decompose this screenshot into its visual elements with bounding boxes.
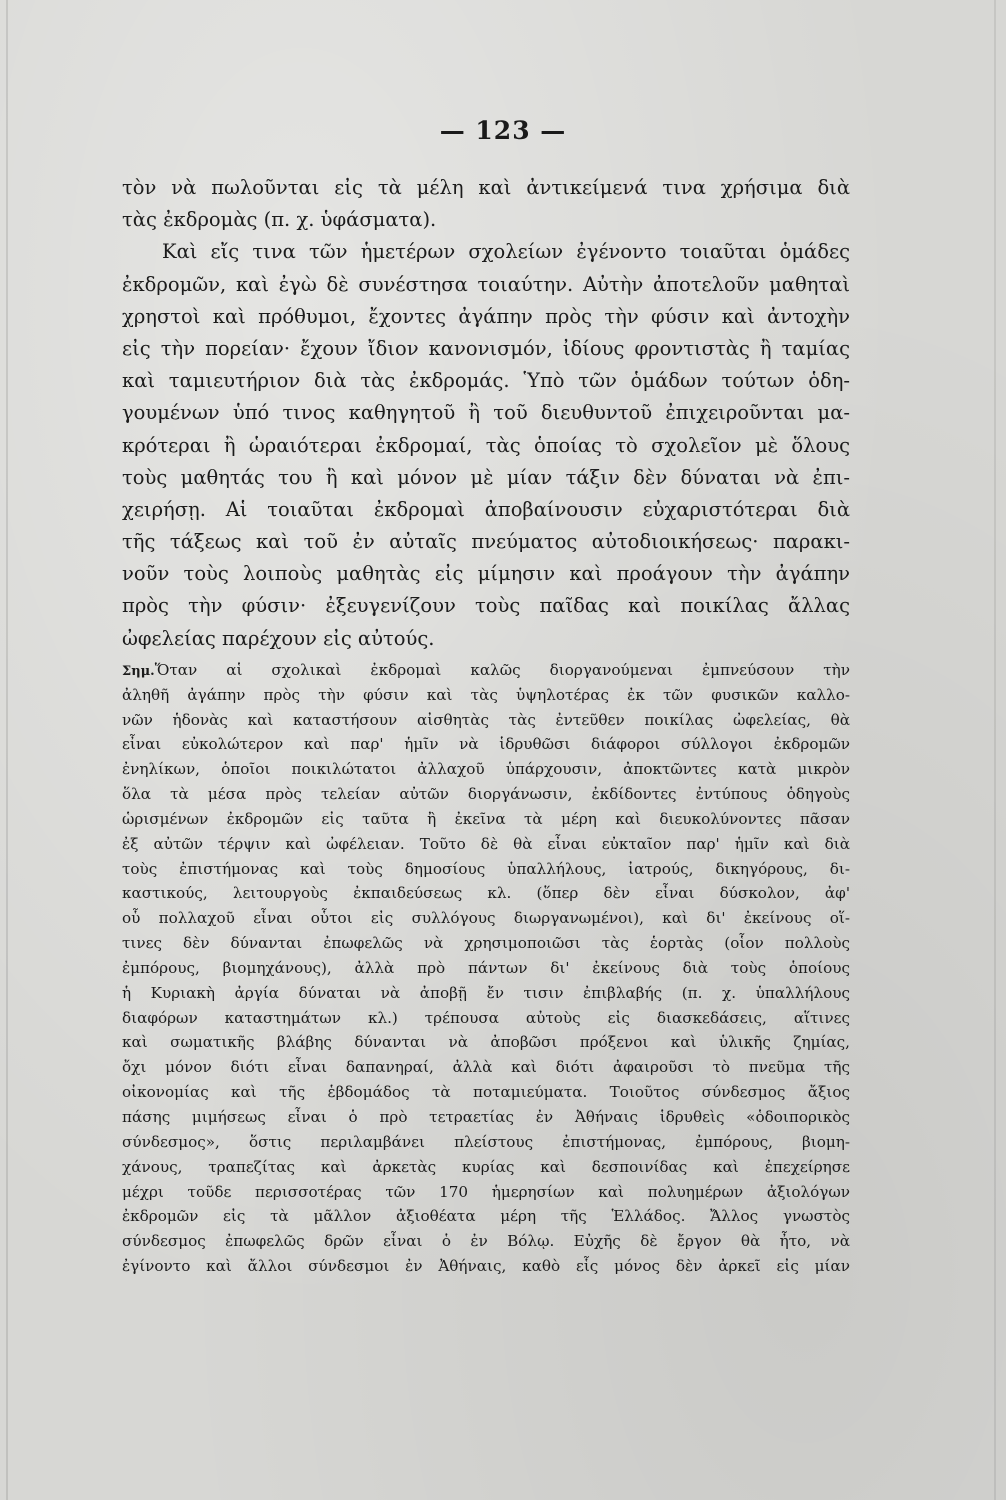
page-edge-shadow — [6, 0, 8, 1500]
footnote-line: ἐνηλίκων, ὁποῖοι ποικιλώτατοι ἀλλαχοῦ ὑπάρχουσιν, ἀποκτῶντες κατὰ μικρὸν — [122, 760, 850, 779]
footnote-line: τινες δὲν δύνανται ἐπωφελῶς νὰ χρησιμοποιῶσι τὰς ἑορτὰς (οἷον πολλοὺς — [122, 934, 850, 953]
text-line: χρηστοὶ καὶ πρόθυμοι, ἔχοντες ἀγάπην πρὸς τὴν φύσιν καὶ ἀντοχὴν — [122, 304, 850, 328]
text-line: τὰς ἐκδρομὰς (π. χ. ὑφάσματα). — [122, 208, 437, 232]
footnote-line: ὄχι μόνον διότι εἶναι δαπανηραί, ἀλλὰ καὶ διότι ἀφαιροῦσι τὸ πνεῦμα τῆς — [122, 1058, 850, 1077]
footnote-line: ἐγίνοντο καὶ ἄλλοι σύνδεσμοι ἐν Ἀθήναις, καθὸ εἷς μόνος δὲν ἀρκεῖ εἰς μίαν — [122, 1257, 850, 1276]
main-paragraphs — [122, 172, 850, 655]
text-line: καὶ ταμιευτήριον διὰ τὰς ἐκδρομάς. Ὑπὸ τῶν ὁμάδων τούτων ὁδη- — [122, 369, 850, 393]
text-line: χειρήσῃ. Αἱ τοιαῦται ἐκδρομαὶ ἀποβαίνουσιν εὐχαριστότεραι διὰ — [122, 497, 850, 521]
text-line: τοὺς μαθητάς του ἢ καὶ μόνον μὲ μίαν τάξιν δὲν δύναται νὰ ἐπι- — [122, 465, 850, 489]
footnote-line: σύνδεσμος ἐπωφελῶς δρῶν εἶναι ὁ ἐν Βόλῳ. Εὐχῆς δὲ ἔργον θὰ ἦτο, νὰ — [122, 1232, 850, 1251]
text-line: τῆς τάξεως καὶ τοῦ ἐν αὐταῖς πνεύματος αὐτοδιοικήσεως· παρακι- — [122, 530, 850, 554]
text-line: πρὸς τὴν φύσιν· ἐξευγενίζουν τοὺς παῖδας καὶ ποικίλας ἄλλας — [122, 594, 850, 618]
page-number: — 123 — — [439, 116, 567, 145]
footnote-line: ἐμπόρους, βιομηχάνους), ἀλλὰ πρὸ πάντων δι' ἐκείνους διὰ τοὺς ὁποίους — [122, 958, 850, 977]
footnote-line: ὅλα τὰ μέσα πρὸς τελείαν αὐτῶν διοργάνωσιν, ἐκδίδοντες ἐντύπους ὁδηγοὺς — [122, 785, 850, 804]
text-line: Καὶ εἴς τινα τῶν ἡμετέρων σχολείων ἐγένοντο τοιαῦται ὁμάδες — [162, 240, 850, 264]
page-body — [122, 172, 850, 1279]
footnote-line: τοὺς ἐπιστήμονας καὶ τοὺς δημοσίους ὑπαλλήλους, ἰατρούς, δικηγόρους, δι- — [122, 859, 850, 878]
page-edge-shadow — [994, 0, 996, 1500]
footnote-label: Σημ. — [122, 663, 155, 679]
footnote-line: καστικούς, λειτουργοὺς ἐκπαιδεύσεως κλ. (ὅπερ δὲν εἶναι δύσκολον, ἀφ' — [122, 884, 850, 903]
text-line: κρότεραι ἢ ὡραιότεραι ἐκδρομαί, τὰς ὁποίας τὸ σχολεῖον μὲ ὅλους — [122, 433, 850, 457]
text-line: εἰς τὴν πορείαν· ἔχουν ἴδιον κανονισμόν, ἰδίους φροντιστὰς ἢ ταμίας — [122, 336, 850, 360]
footnote-first-text: Ὅταν αἱ σχολικαὶ ἐκδρομαὶ καλῶς διοργανούμεναι ἐμπνεύσουν τὴν — [154, 660, 850, 679]
footnote-line: ὡρισμένων ἐκδρομῶν εἰς ταῦτα ἢ ἐκεῖνα τὰ μέρη καὶ διευκολύνοντες πᾶσαν — [122, 809, 850, 828]
footnote-line: νῶν ἡδονὰς καὶ καταστήσουν αἰσθητὰς τὰς ἐντεῦθεν ποικίλας ὠφελείας, θὰ — [122, 710, 850, 729]
footnote-line: πάσης μιμήσεως εἶναι ὁ πρὸ τετραετίας ἐν Ἀθήναις ἱδρυθεὶς «ὁδοιπορικὸς — [122, 1108, 850, 1126]
footnote-line: σύνδεσμος», ὅστις περιλαμβάνει πλείστους ἐπιστήμονας, ἐμπόρους, βιομη- — [122, 1132, 850, 1151]
text-line: τὸν νὰ πωλοῦνται εἰς τὰ μέλη καὶ ἀντικείμενά τινα χρήσιμα διὰ — [122, 176, 850, 199]
footnote-line: ἀληθῆ ἀγάπην πρὸς τὴν φύσιν καὶ τὰς ὑψηλοτέρας ἐκ τῶν φυσικῶν καλλο- — [122, 685, 850, 704]
footnote-line: ἐκδρομῶν εἰς τὰ μᾶλλον ἀξιοθέατα μέρη τῆς Ἑλλάδος. Ἄλλος γνωστὸς — [122, 1207, 850, 1226]
footnote-line: χάνους, τραπεζίτας καὶ ἀρκετὰς κυρίας καὶ δεσποινίδας καὶ ἐπεχείρησε — [122, 1157, 850, 1176]
footnote-line: οὗ πολλαχοῦ εἶναι οὗτοι εἰς συλλόγους διωργανωμένοι), καὶ δι' ἐκείνους οἵ- — [122, 909, 850, 928]
text-line: ἐκδρομῶν, καὶ ἐγὼ δὲ συνέστησα τοιαύτην. Αὐτὴν ἀποτελοῦν μαθηταὶ — [122, 272, 850, 296]
footnote-line: ἐξ αὐτῶν τέρψιν καὶ ὠφέλειαν. Τοῦτο δὲ θὰ εἶναι εὐκταῖον παρ' ἡμῖν καὶ διὰ — [122, 834, 850, 853]
footnote-line — [122, 658, 850, 683]
text-line: ὠφελείας παρέχουν εἰς αὐτούς. — [122, 626, 435, 650]
footnote-line: καὶ σωματικῆς βλάβης δύνανται νὰ ἀποβῶσι πρόξενοι καὶ ὑλικῆς ζημίας, — [122, 1033, 850, 1052]
footnote-line: εἶναι εὐκολώτερον καὶ παρ' ἡμῖν νὰ ἱδρυθῶσι διάφοροι σύλλογοι ἐκδρομῶν — [122, 735, 850, 754]
footnote-line: ἡ Κυριακὴ ἀργία δύναται νὰ ἀποβῇ ἔν τισιν ἐπιβλαβής (π. χ. ὑπαλλήλους — [122, 983, 850, 1002]
footnote-line: οἰκονομίας καὶ τῆς ἑβδομάδος τὰ ποταμιεύματα. Τοιοῦτος σύνδεσμος ἄξιος — [122, 1083, 850, 1102]
footnote-line: μέχρι τοῦδε περισσοτέρας τῶν 170 ἡμερησίων καὶ πολυημέρων ἀξιολόγων — [122, 1182, 850, 1201]
footnote — [122, 658, 850, 1279]
text-line: νοῦν τοὺς λοιποὺς μαθητὰς εἰς μίμησιν καὶ προάγουν τὴν ἀγάπην — [122, 562, 850, 586]
text-line: γουμένων ὑπό τινος καθηγητοῦ ἢ τοῦ διευθυντοῦ ἐπιχειροῦνται μα- — [122, 401, 850, 425]
footnote-line: διαφόρων καταστημάτων κλ.) τρέπουσα αὐτοὺς εἰς διασκεδάσεις, αἵτινες — [122, 1008, 850, 1027]
